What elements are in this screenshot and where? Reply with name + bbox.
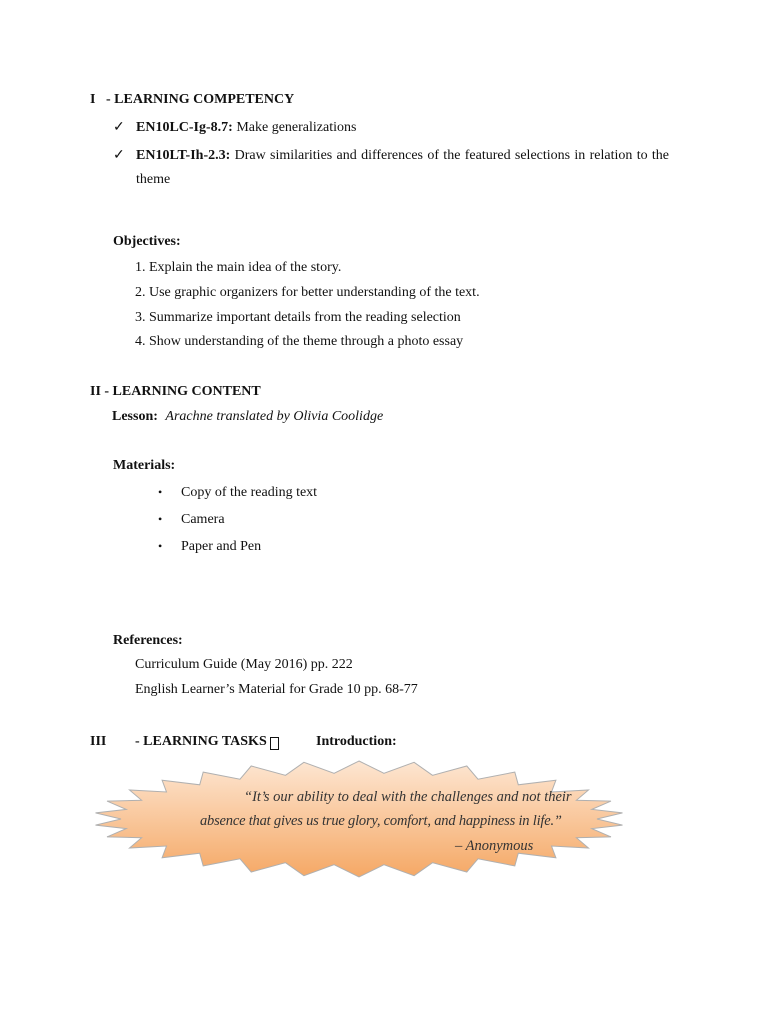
- objectives-label: Objectives:: [113, 234, 181, 249]
- objective-item: 2. Use graphic organizers for better understanding of the text.: [135, 285, 480, 300]
- checkmark-icon: ✓: [113, 120, 125, 135]
- section-3-numeral: III: [90, 734, 107, 749]
- bullet-icon: •: [158, 512, 163, 526]
- lesson-label: Lesson:: [112, 409, 158, 424]
- competency-1-code: EN10LC-Ig-8.7:: [136, 120, 233, 135]
- competency-1: [136, 120, 356, 136]
- section-3-title: - LEARNING TASKS: [135, 734, 267, 749]
- material-item: Paper and Pen: [181, 539, 262, 554]
- competency-2-text-cont: theme: [136, 172, 171, 187]
- objective-item: 3. Summarize important details from the reading selection: [135, 310, 461, 325]
- checkmark-icon: ✓: [113, 148, 125, 163]
- bullet-icon: •: [158, 485, 163, 499]
- competency-1-text: Make generalizations: [236, 120, 357, 135]
- lesson-line: [112, 409, 383, 425]
- section-1-numeral: I: [90, 92, 96, 107]
- box-glyph-icon: [270, 737, 279, 750]
- reference-item: Curriculum Guide (May 2016) pp. 222: [135, 657, 353, 672]
- quote-author: – Anonymous: [455, 838, 534, 854]
- introduction-label: Introduction:: [316, 734, 397, 749]
- material-item: Camera: [181, 512, 225, 527]
- quote-line-2: absence that gives us true glory, comfort, and happiness in life.”: [200, 813, 562, 829]
- materials-label: Materials:: [113, 458, 176, 473]
- competency-2-text: Draw similarities and differences of the featured selections in relation to the: [234, 148, 670, 163]
- objective-item: 4. Show understanding of the theme through a photo essay: [135, 334, 464, 349]
- competency-2-code: EN10LT-Ih-2.3:: [136, 148, 231, 163]
- bullet-icon: •: [158, 539, 163, 553]
- section-2-title: II - LEARNING CONTENT: [90, 384, 261, 399]
- references-label: References:: [113, 633, 183, 648]
- quote-line-1: “It’s our ability to deal with the challenges and not their: [244, 789, 572, 805]
- section-1-title: - LEARNING COMPETENCY: [106, 92, 295, 107]
- reference-item: English Learner’s Material for Grade 10 pp. 68-77: [135, 682, 418, 697]
- objective-item: 1. Explain the main idea of the story.: [135, 260, 342, 275]
- competency-2: [136, 148, 669, 164]
- lesson-value: Arachne translated by Olivia Coolidge: [165, 409, 384, 424]
- material-item: Copy of the reading text: [181, 485, 318, 500]
